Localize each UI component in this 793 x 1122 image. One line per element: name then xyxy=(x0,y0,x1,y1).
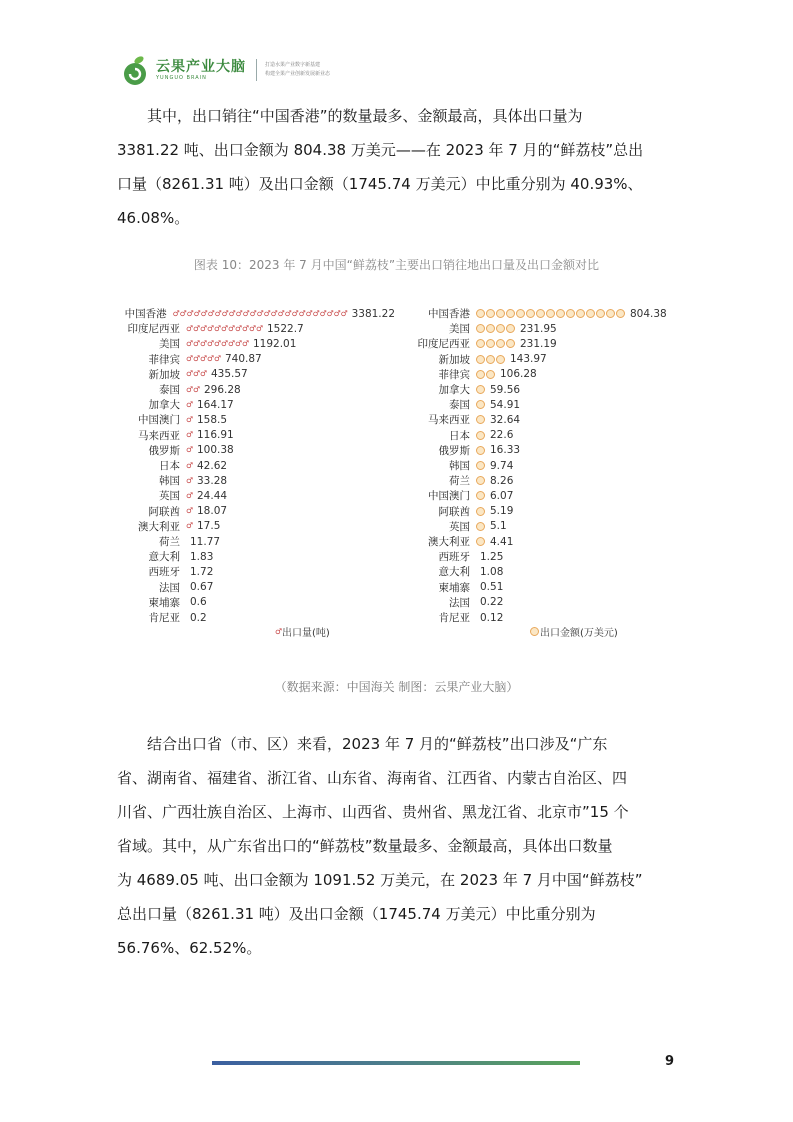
value-label: 5.19 xyxy=(490,505,514,518)
bar-symbol xyxy=(496,339,505,348)
category-label: 印度尼西亚 xyxy=(417,338,470,351)
chart-row xyxy=(110,595,395,610)
bar-mark xyxy=(476,461,486,470)
chart-row xyxy=(110,564,395,579)
bar-symbol xyxy=(496,309,505,318)
bar-symbol: ♂ xyxy=(340,308,348,318)
bar-symbol xyxy=(476,309,485,318)
chart-row xyxy=(110,519,395,534)
bar-symbol xyxy=(506,339,515,348)
category-label: 马来西亚 xyxy=(138,429,180,442)
bar-mark xyxy=(186,477,193,485)
bar-symbol: ♂ xyxy=(207,308,215,318)
value-label: 1522.7 xyxy=(267,322,304,335)
value-label: 0.2 xyxy=(190,611,207,624)
value-label: 8.26 xyxy=(490,474,514,487)
chart-row xyxy=(400,336,690,351)
bar-symbol: ♂ xyxy=(172,308,180,318)
bar-symbol: ♂ xyxy=(214,354,222,364)
chart-row xyxy=(110,458,395,473)
bar-symbol: ♂ xyxy=(200,323,208,333)
value-label: 6.07 xyxy=(490,489,514,502)
bar-mark xyxy=(186,401,193,409)
bar-symbol: ♂ xyxy=(256,308,264,318)
bar-symbol: ♂ xyxy=(207,338,215,348)
value-label: 54.91 xyxy=(490,398,521,411)
value-label: 9.74 xyxy=(490,459,514,472)
chart-row xyxy=(110,336,395,351)
value-label: 1.08 xyxy=(480,565,504,578)
category-label: 柬埔寨 xyxy=(148,596,180,609)
bar-symbol: ♂ xyxy=(186,414,194,424)
bar-symbol: ♂ xyxy=(333,308,341,318)
category-label: 菲律宾 xyxy=(438,368,470,381)
value-label: 59.56 xyxy=(490,383,521,396)
category-label: 中国香港 xyxy=(124,308,167,320)
chart-row xyxy=(110,397,395,412)
bar-symbol xyxy=(476,507,485,516)
bar-symbol: ♂ xyxy=(284,308,292,318)
paragraph-line: 其中，出口销往“中国香港”的数量最多、金额最高，具体出口量为 xyxy=(147,107,583,125)
bar-symbol xyxy=(576,309,585,318)
chart-row xyxy=(400,458,690,473)
bar-mark xyxy=(186,507,193,515)
export-volume-chart xyxy=(110,306,395,642)
category-label: 俄罗斯 xyxy=(148,444,180,457)
bar-symbol xyxy=(496,324,505,333)
bar-symbol: ♂ xyxy=(179,308,187,318)
paragraph-line: 省、湖南省、福建省、浙江省、山东省、海南省、江西省、内蒙古自治区、四 xyxy=(117,769,628,787)
bar-symbol: ♂ xyxy=(186,521,194,531)
chart-row xyxy=(110,306,395,321)
bar-symbol xyxy=(526,309,535,318)
bar-symbol: ♂ xyxy=(228,323,236,333)
category-label: 日本 xyxy=(449,429,470,442)
bar-mark xyxy=(476,355,506,364)
category-label: 日本 xyxy=(159,460,180,472)
bar-mark xyxy=(186,522,193,530)
bar-symbol xyxy=(556,309,565,318)
bar-mark xyxy=(476,522,486,531)
value-label: 296.28 xyxy=(204,383,241,396)
bar-symbol xyxy=(476,537,485,546)
paragraph-hongkong xyxy=(117,99,677,235)
chart-row xyxy=(110,504,395,519)
value-label: 1.72 xyxy=(190,565,214,578)
bar-symbol: ♂ xyxy=(200,308,208,318)
value-label: 1.83 xyxy=(190,550,214,563)
bar-symbol xyxy=(486,355,495,364)
bar-symbol xyxy=(476,385,485,394)
slogan-line-2: 构建全果产业创新发展新业态 xyxy=(265,71,331,77)
category-label: 中国澳门 xyxy=(428,490,470,503)
value-label: 116.91 xyxy=(197,429,234,442)
value-label: 16.33 xyxy=(490,444,521,457)
chart-legend xyxy=(530,624,618,639)
bar-mark xyxy=(186,446,193,454)
bar-symbol xyxy=(486,309,495,318)
value-label: 100.38 xyxy=(197,444,234,457)
bar-symbol: ♂ xyxy=(228,308,236,318)
chart-row xyxy=(110,580,395,595)
bar-mark xyxy=(476,537,486,546)
bar-symbol: ♂ xyxy=(200,338,208,348)
category-label: 意大利 xyxy=(148,551,180,564)
bar-symbol: ♂ xyxy=(277,308,285,318)
value-label: 0.12 xyxy=(480,611,504,624)
chart-row xyxy=(110,412,395,427)
slogan-line-1: 打造水果产业数字新基建 xyxy=(265,62,321,68)
bar-symbol xyxy=(586,309,595,318)
value-label: 33.28 xyxy=(197,474,228,487)
chart-row xyxy=(110,488,395,503)
bar-symbol: ♂ xyxy=(235,323,243,333)
bar-mark xyxy=(476,446,486,455)
value-label: 435.57 xyxy=(211,368,248,381)
chart-row xyxy=(400,504,690,519)
category-label: 英国 xyxy=(159,490,180,503)
category-label: 澳大利亚 xyxy=(138,520,180,533)
bar-symbol: ♂ xyxy=(221,308,229,318)
category-label: 俄罗斯 xyxy=(438,444,470,457)
bar-symbol xyxy=(486,339,495,348)
bar-symbol xyxy=(476,431,485,440)
bar-symbol xyxy=(496,355,505,364)
bar-symbol: ♂ xyxy=(221,323,229,333)
bar-symbol: ♂ xyxy=(200,354,208,364)
value-label: 3381.22 xyxy=(351,307,395,320)
value-label: 231.95 xyxy=(520,322,557,335)
category-label: 荷兰 xyxy=(159,536,180,548)
category-label: 新加坡 xyxy=(148,368,180,381)
value-label: 42.62 xyxy=(197,459,228,472)
bar-symbol: ♂ xyxy=(186,506,194,516)
value-label: 4.41 xyxy=(490,535,514,548)
chart-row xyxy=(110,382,395,397)
chart-row xyxy=(110,367,395,382)
bar-symbol: ♂ xyxy=(186,490,194,500)
value-label: 804.38 xyxy=(630,307,667,320)
bar-symbol: ♂ xyxy=(193,308,201,318)
chart-row xyxy=(400,610,690,625)
bar-mark xyxy=(173,310,348,318)
bar-mark xyxy=(186,325,263,333)
category-label: 荷兰 xyxy=(449,475,470,488)
bar-symbol: ♂ xyxy=(291,308,299,318)
chart-row xyxy=(400,443,690,458)
paragraph-line: 56.76%、62.52%。 xyxy=(117,939,262,957)
bar-mark xyxy=(476,324,516,333)
bar-symbol: ♂ xyxy=(186,399,194,409)
bar-symbol: ♂ xyxy=(242,323,250,333)
category-label: 中国香港 xyxy=(428,308,470,320)
bar-symbol: ♂ xyxy=(221,338,229,348)
bar-mark xyxy=(186,370,207,378)
chart-row xyxy=(400,549,690,564)
value-label: 32.64 xyxy=(490,413,521,426)
chart-row xyxy=(400,580,690,595)
chart-row xyxy=(400,473,690,488)
value-label: 740.87 xyxy=(225,353,262,366)
bar-symbol: ♂ xyxy=(214,338,222,348)
bar-symbol: ♂ xyxy=(186,475,194,485)
category-label: 肯尼亚 xyxy=(148,612,180,624)
bar-mark xyxy=(476,476,486,485)
bar-symbol xyxy=(476,476,485,485)
value-label: 18.07 xyxy=(197,505,228,518)
chart-row xyxy=(110,534,395,549)
bar-symbol xyxy=(486,324,495,333)
chart-row xyxy=(400,428,690,443)
bar-symbol xyxy=(476,339,485,348)
bar-symbol xyxy=(476,355,485,364)
category-label: 澳大利亚 xyxy=(428,536,470,548)
footer-rule xyxy=(212,1061,580,1065)
bar-mark xyxy=(476,400,486,409)
bar-symbol xyxy=(536,309,545,318)
bar-symbol: ♂ xyxy=(193,354,201,364)
bar-symbol: ♂ xyxy=(186,445,194,455)
bar-symbol xyxy=(516,309,525,318)
bar-symbol: ♂ xyxy=(207,323,215,333)
bar-symbol xyxy=(506,324,515,333)
value-label: 0.51 xyxy=(480,581,504,594)
chart-row xyxy=(400,397,690,412)
bar-symbol: ♂ xyxy=(186,460,194,470)
chart-row xyxy=(110,473,395,488)
legend-label: 出口量(吨) xyxy=(282,628,330,639)
category-label: 加拿大 xyxy=(148,399,180,412)
chart-row xyxy=(400,534,690,549)
category-label: 法国 xyxy=(449,596,470,609)
value-label: 0.67 xyxy=(190,581,214,594)
category-label: 美国 xyxy=(449,323,470,336)
header-brand xyxy=(120,50,330,90)
bar-symbol: ♂ xyxy=(326,308,334,318)
bar-symbol: ♂ xyxy=(312,308,320,318)
bar-symbol xyxy=(476,491,485,500)
bar-symbol: ♂ xyxy=(235,308,243,318)
category-label: 韩国 xyxy=(159,475,180,488)
category-label: 柬埔寨 xyxy=(438,581,470,594)
paragraph-line: 3381.22 吨、出口金额为 804.38 万美元——在 2023 年 7 月的“鲜荔枝”总出 xyxy=(117,141,644,159)
paragraph-line: 口量（8261.31 吨）及出口金额（1745.74 万美元）中比重分别为 40.93%、 xyxy=(117,175,643,193)
bar-symbol: ♂ xyxy=(319,308,327,318)
brand-name-en: YUNGUO BRAIN xyxy=(156,74,207,81)
bar-symbol: ♂ xyxy=(256,323,264,333)
bar-symbol: ♂ xyxy=(193,369,201,379)
value-label: 11.77 xyxy=(190,535,221,548)
bar-symbol xyxy=(476,370,485,379)
chart-row xyxy=(110,549,395,564)
category-label: 法国 xyxy=(159,581,180,594)
bar-mark xyxy=(476,491,486,500)
bar-symbol: ♂ xyxy=(207,354,215,364)
category-label: 西班牙 xyxy=(438,551,470,564)
bar-symbol: ♂ xyxy=(305,308,313,318)
chart-row xyxy=(400,367,690,382)
value-label: 231.19 xyxy=(520,337,557,350)
chart-row xyxy=(110,610,395,625)
brand-name: 云果产业大脑 xyxy=(156,58,246,75)
chart-row xyxy=(400,519,690,534)
value-label: 143.97 xyxy=(510,353,547,366)
bar-mark xyxy=(186,462,193,470)
category-label: 西班牙 xyxy=(148,566,180,579)
paragraph-provinces xyxy=(117,727,677,965)
bar-symbol: ♂ xyxy=(193,323,201,333)
figure-caption: 图表 10：2023 年 7 月中国“鲜荔枝”主要出口销往地出口量及出口金额对比 xyxy=(193,258,600,272)
chart-row xyxy=(110,443,395,458)
bar-symbol xyxy=(566,309,575,318)
value-label: 0.22 xyxy=(480,596,504,609)
paragraph-line: 46.08%。 xyxy=(117,209,190,227)
category-label: 意大利 xyxy=(438,566,470,579)
paragraph-line: 总出口量（8261.31 吨）及出口金额（1745.74 万美元）中比重分别为 xyxy=(117,905,596,923)
bar-mark xyxy=(476,507,486,516)
chart-row xyxy=(400,382,690,397)
category-label: 阿联酋 xyxy=(148,505,180,518)
bar-symbol: ♂ xyxy=(186,369,194,379)
bar-symbol: ♂ xyxy=(242,308,250,318)
category-label: 马来西亚 xyxy=(428,414,470,427)
value-label: 164.17 xyxy=(197,398,234,411)
bar-mark xyxy=(476,431,486,440)
bar-symbol xyxy=(476,324,485,333)
bar-symbol xyxy=(616,309,625,318)
bar-symbol xyxy=(546,309,555,318)
bar-mark xyxy=(186,355,221,363)
category-label: 美国 xyxy=(159,338,180,351)
bar-mark xyxy=(186,340,249,348)
bar-symbol xyxy=(596,309,605,318)
bar-mark xyxy=(476,370,496,379)
legend-symbol xyxy=(530,627,539,636)
value-label: 24.44 xyxy=(197,489,228,502)
bar-symbol: ♂ xyxy=(186,338,194,348)
value-label: 5.1 xyxy=(490,520,507,533)
bar-symbol: ♂ xyxy=(186,430,194,440)
bar-mark xyxy=(186,386,200,394)
bar-symbol: ♂ xyxy=(214,308,222,318)
bar-symbol: ♂ xyxy=(186,323,194,333)
bar-symbol: ♂ xyxy=(249,323,257,333)
bar-symbol xyxy=(476,446,485,455)
category-label: 印度尼西亚 xyxy=(127,323,180,336)
bar-mark xyxy=(476,385,486,394)
chart-row xyxy=(400,321,690,336)
bar-symbol: ♂ xyxy=(186,308,194,318)
bar-symbol: ♂ xyxy=(186,384,194,394)
chart-legend xyxy=(275,624,330,639)
value-label: 1.25 xyxy=(480,550,504,563)
legend-label: 出口金额(万美元) xyxy=(540,628,618,639)
chart-row xyxy=(110,352,395,367)
page-number: 9 xyxy=(665,1054,675,1069)
legend-symbol: ♂ xyxy=(275,626,283,636)
bar-symbol: ♂ xyxy=(242,338,250,348)
value-label: 22.6 xyxy=(490,429,514,442)
bar-symbol: ♂ xyxy=(263,308,271,318)
bar-symbol xyxy=(506,309,515,318)
bar-mark xyxy=(186,416,193,424)
header-divider xyxy=(256,59,257,81)
bar-symbol: ♂ xyxy=(186,354,194,364)
paragraph-line: 结合出口省（市、区）来看，2023 年 7 月的“鲜荔枝”出口涉及“广东 xyxy=(147,735,608,753)
category-label: 泰国 xyxy=(159,384,180,396)
value-label: 0.6 xyxy=(190,596,207,609)
chart-row xyxy=(400,595,690,610)
bar-mark xyxy=(476,339,516,348)
paragraph-line: 川省、广西壮族自治区、上海市、山西省、贵州省、黑龙江省、北京市”15 个 xyxy=(117,803,629,821)
bar-symbol xyxy=(476,461,485,470)
category-label: 菲律宾 xyxy=(148,353,180,366)
bar-symbol: ♂ xyxy=(193,338,201,348)
value-label: 1192.01 xyxy=(253,337,297,350)
chart-row xyxy=(400,564,690,579)
chart-row xyxy=(400,306,690,321)
export-value-chart xyxy=(400,306,690,642)
bar-mark xyxy=(476,415,486,424)
category-label: 新加坡 xyxy=(438,353,470,366)
chart-row xyxy=(400,352,690,367)
category-label: 阿联酋 xyxy=(438,505,470,518)
paragraph-line: 为 4689.05 吨、出口金额为 1091.52 万美元，在 2023 年 7 月中国“鲜荔枝” xyxy=(117,871,643,889)
paragraph-line: 省域。其中，从广东省出口的“鲜荔枝”数量最多、金额最高，具体出口数量 xyxy=(117,837,613,855)
bar-symbol: ♂ xyxy=(228,338,236,348)
category-label: 中国澳门 xyxy=(138,414,180,427)
bar-symbol: ♂ xyxy=(298,308,306,318)
value-label: 106.28 xyxy=(500,368,537,381)
bar-symbol xyxy=(606,309,615,318)
bar-mark xyxy=(186,431,193,439)
chart-row xyxy=(110,321,395,336)
bar-symbol xyxy=(476,415,485,424)
category-label: 韩国 xyxy=(449,460,470,472)
category-label: 英国 xyxy=(449,520,470,533)
category-label: 肯尼亚 xyxy=(438,612,470,624)
bar-symbol: ♂ xyxy=(193,384,201,394)
bar-symbol xyxy=(486,370,495,379)
value-label: 158.5 xyxy=(197,413,228,426)
value-label: 17.5 xyxy=(197,520,221,533)
brand-logo-icon xyxy=(120,53,150,87)
bar-mark xyxy=(186,492,193,500)
bar-mark xyxy=(476,309,626,318)
bar-symbol: ♂ xyxy=(200,369,208,379)
bar-symbol xyxy=(476,522,485,531)
chart-row xyxy=(400,412,690,427)
source-note: （数据来源：中国海关 制图：云果产业大脑） xyxy=(274,680,519,694)
chart-row xyxy=(110,428,395,443)
chart-row xyxy=(400,488,690,503)
bar-symbol: ♂ xyxy=(270,308,278,318)
bar-symbol: ♂ xyxy=(214,323,222,333)
bar-symbol xyxy=(476,400,485,409)
category-label: 泰国 xyxy=(449,399,470,412)
bar-symbol: ♂ xyxy=(235,338,243,348)
bar-symbol: ♂ xyxy=(249,308,257,318)
category-label: 加拿大 xyxy=(438,384,470,396)
